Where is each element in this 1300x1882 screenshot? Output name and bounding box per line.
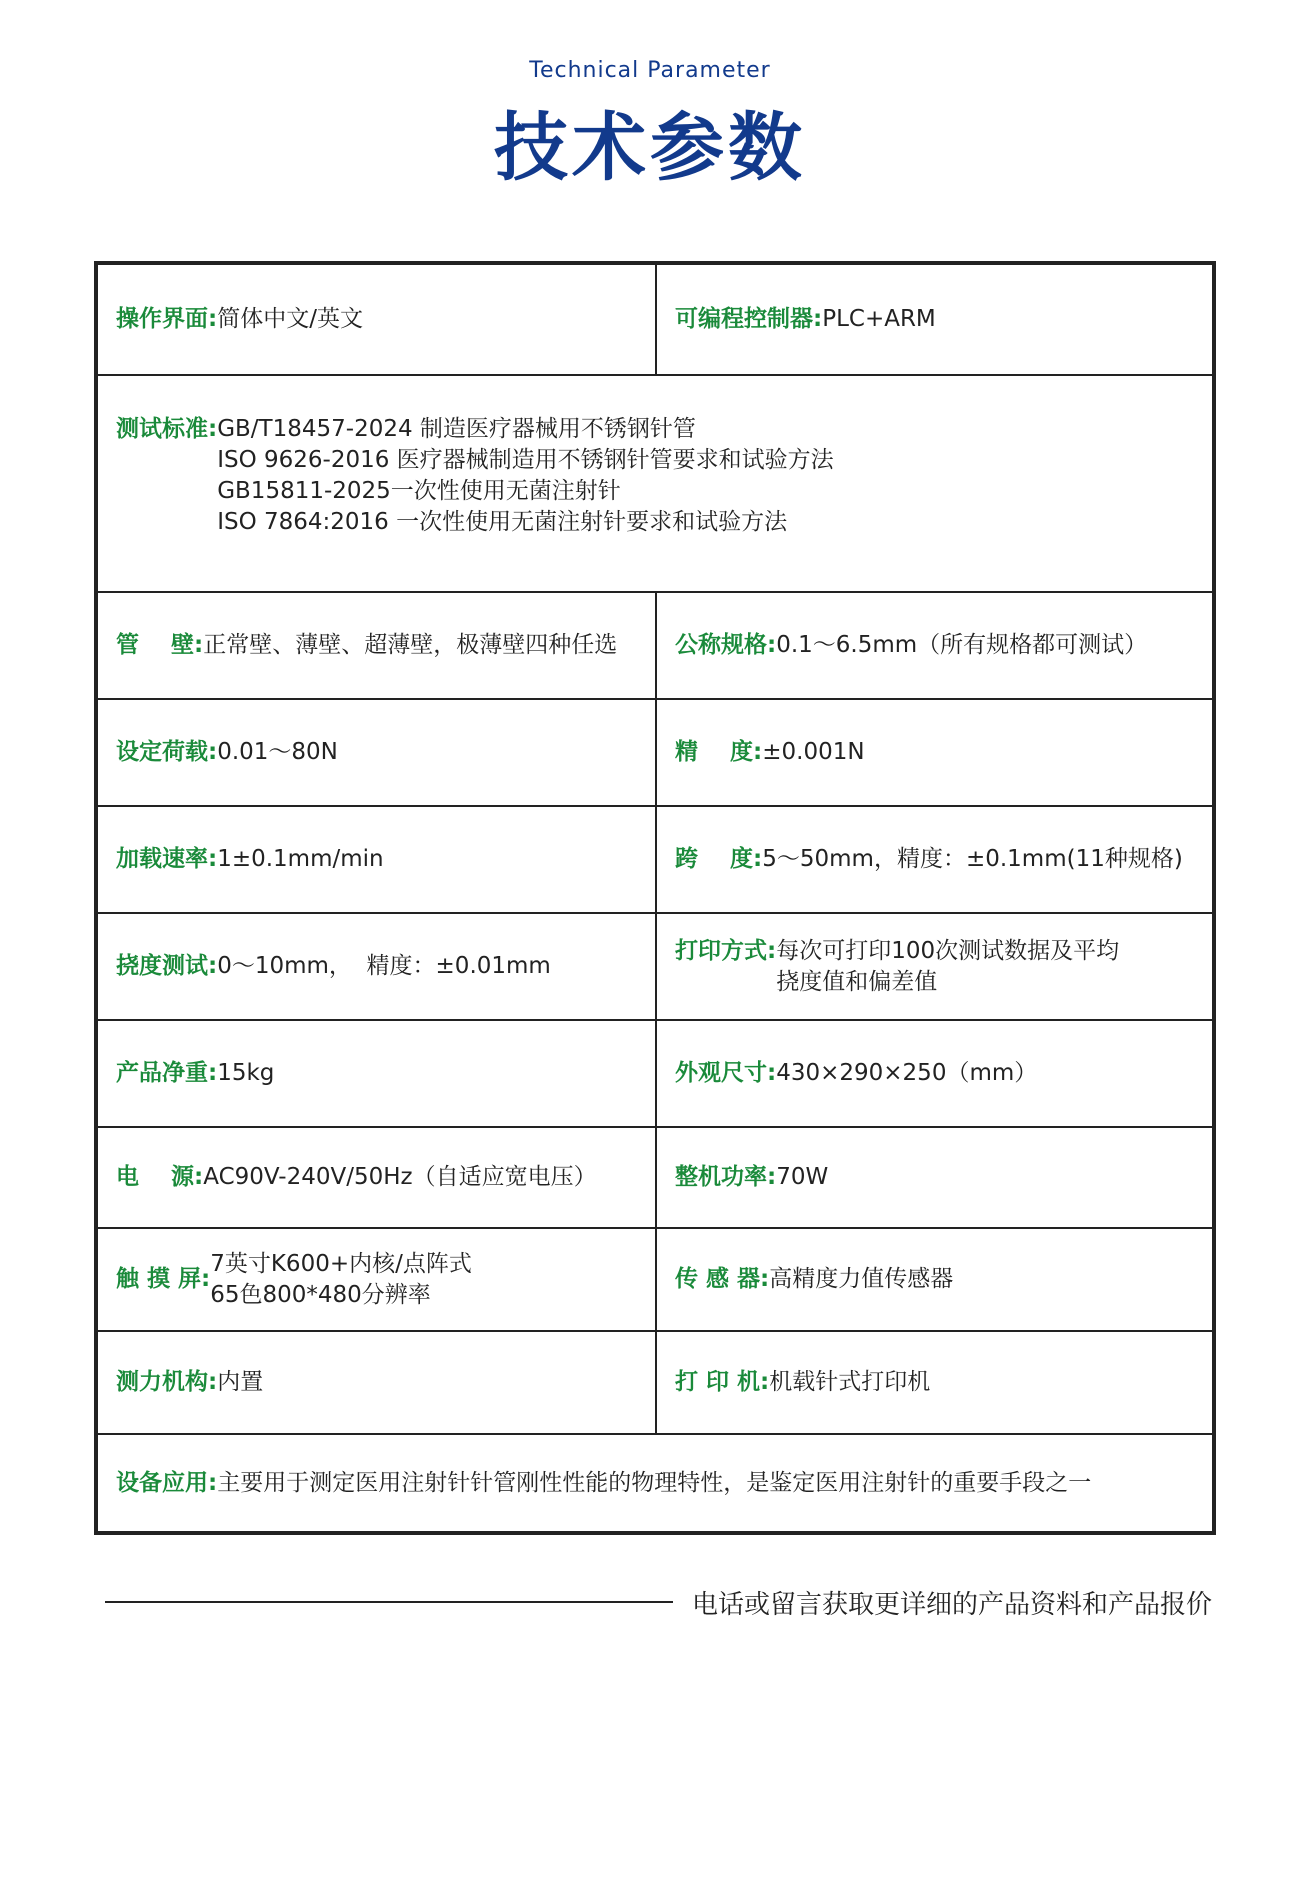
spec-value: 15kg bbox=[217, 1060, 275, 1086]
spec-speed bbox=[98, 807, 655, 912]
spec-printer bbox=[655, 1332, 1212, 1433]
table-row bbox=[98, 374, 1212, 591]
spec-accuracy bbox=[655, 700, 1212, 805]
spec-value: 正常壁、薄壁、超薄壁，极薄壁四种任选 bbox=[203, 632, 618, 658]
touchscreen-lines bbox=[210, 1249, 472, 1311]
spec-label: 设定荷载: bbox=[116, 739, 218, 765]
spec-value: 简体中文/英文 bbox=[217, 306, 363, 332]
spec-force-mechanism bbox=[98, 1332, 655, 1433]
spec-label: 打 印 机: bbox=[675, 1369, 770, 1395]
spec-power-rating bbox=[655, 1128, 1212, 1227]
spec-label: 电 源: bbox=[116, 1164, 204, 1190]
spec-weight bbox=[98, 1021, 655, 1126]
standards-list bbox=[217, 414, 833, 538]
spec-value-line: 每次可打印100次测试数据及平均 bbox=[776, 938, 1120, 964]
spec-standards bbox=[98, 376, 1212, 591]
standard-item: GB15811-2025一次性使用无菌注射针 bbox=[217, 478, 621, 504]
spec-value: ±0.001N bbox=[762, 739, 865, 765]
spec-value: 0.01～80N bbox=[217, 739, 338, 765]
spec-value-line: 挠度值和偏差值 bbox=[776, 969, 938, 995]
standard-item: ISO 7864:2016 一次性使用无菌注射针要求和试验方法 bbox=[217, 509, 788, 535]
spec-label: 跨 度: bbox=[675, 846, 763, 872]
footer-divider bbox=[105, 1601, 673, 1603]
spec-value: AC90V-240V/50Hz（自适应宽电压） bbox=[203, 1164, 597, 1190]
spec-table bbox=[94, 261, 1216, 1535]
spec-value: 0～10mm， 精度：±0.01mm bbox=[217, 953, 551, 979]
spec-label: 公称规格: bbox=[675, 632, 777, 658]
spec-value: PLC+ARM bbox=[822, 306, 936, 332]
spec-value: 5～50mm，精度：±0.1mm(11种规格) bbox=[762, 846, 1183, 872]
spec-touchscreen bbox=[98, 1229, 655, 1330]
spec-label: 挠度测试: bbox=[116, 953, 218, 979]
table-row bbox=[98, 698, 1212, 805]
spec-label: 触 摸 屏: bbox=[116, 1266, 211, 1292]
spec-value-line: 65色800*480分辨率 bbox=[210, 1281, 431, 1308]
spec-label: 测力机构: bbox=[116, 1369, 218, 1395]
spec-value: 0.1～6.5mm（所有规格都可测试） bbox=[776, 632, 1148, 658]
table-row bbox=[98, 1330, 1212, 1433]
spec-label: 可编程控制器: bbox=[675, 306, 823, 332]
table-row bbox=[98, 591, 1212, 698]
spec-nominal bbox=[655, 593, 1212, 698]
spec-label: 操作界面: bbox=[116, 306, 218, 332]
spec-power bbox=[98, 1128, 655, 1227]
spec-value: 机载针式打印机 bbox=[769, 1369, 931, 1395]
spec-value-line: 7英寸K600+内核/点阵式 bbox=[210, 1250, 472, 1277]
table-row bbox=[98, 1126, 1212, 1227]
spec-controller bbox=[655, 265, 1212, 374]
table-row bbox=[98, 912, 1212, 1019]
spec-label: 外观尺寸: bbox=[675, 1060, 777, 1086]
spec-label: 打印方式: bbox=[675, 938, 777, 964]
standard-item: ISO 9626-2016 医疗器械制造用不锈钢针管要求和试验方法 bbox=[217, 447, 834, 473]
table-row bbox=[98, 1433, 1212, 1531]
page-subtitle: Technical Parameter bbox=[529, 58, 771, 83]
spec-span bbox=[655, 807, 1212, 912]
spec-wall bbox=[98, 593, 655, 698]
spec-sensor bbox=[655, 1229, 1212, 1330]
spec-value: 1±0.1mm/min bbox=[217, 846, 384, 872]
spec-interface bbox=[98, 265, 655, 374]
spec-value: 430×290×250（mm） bbox=[776, 1060, 1038, 1086]
spec-label: 产品净重: bbox=[116, 1060, 218, 1086]
spec-value: 主要用于测定医用注射针针管刚性性能的物理特性，是鉴定医用注射针的重要手段之一 bbox=[217, 1469, 1092, 1496]
standard-item: GB/T18457-2024 制造医疗器械用不锈钢针管 bbox=[217, 416, 696, 442]
print-mode-lines bbox=[776, 936, 1119, 998]
spec-value: 高精度力值传感器 bbox=[769, 1266, 954, 1292]
spec-value: 70W bbox=[776, 1164, 829, 1190]
page-header bbox=[0, 58, 1300, 195]
spec-label: 精 度: bbox=[675, 739, 763, 765]
table-row bbox=[98, 1227, 1212, 1330]
spec-label: 管 壁: bbox=[116, 632, 204, 658]
spec-label: 设备应用: bbox=[116, 1469, 218, 1496]
table-row bbox=[98, 265, 1212, 374]
spec-deflection bbox=[98, 914, 655, 1019]
spec-value: 内置 bbox=[217, 1369, 264, 1395]
table-row bbox=[98, 805, 1212, 912]
spec-label: 加载速率: bbox=[116, 846, 218, 872]
table-row bbox=[98, 1019, 1212, 1126]
spec-load bbox=[98, 700, 655, 805]
page-title: 技术参数 bbox=[494, 105, 806, 191]
spec-label: 测试标准: bbox=[116, 416, 218, 442]
spec-dimensions bbox=[655, 1021, 1212, 1126]
footer-contact-text: 电话或留言获取更详细的产品资料和产品报价 bbox=[692, 1590, 1213, 1620]
spec-label: 传 感 器: bbox=[675, 1266, 770, 1292]
spec-label: 整机功率: bbox=[675, 1164, 777, 1190]
spec-application bbox=[98, 1435, 1212, 1531]
spec-print-mode bbox=[655, 914, 1212, 1019]
